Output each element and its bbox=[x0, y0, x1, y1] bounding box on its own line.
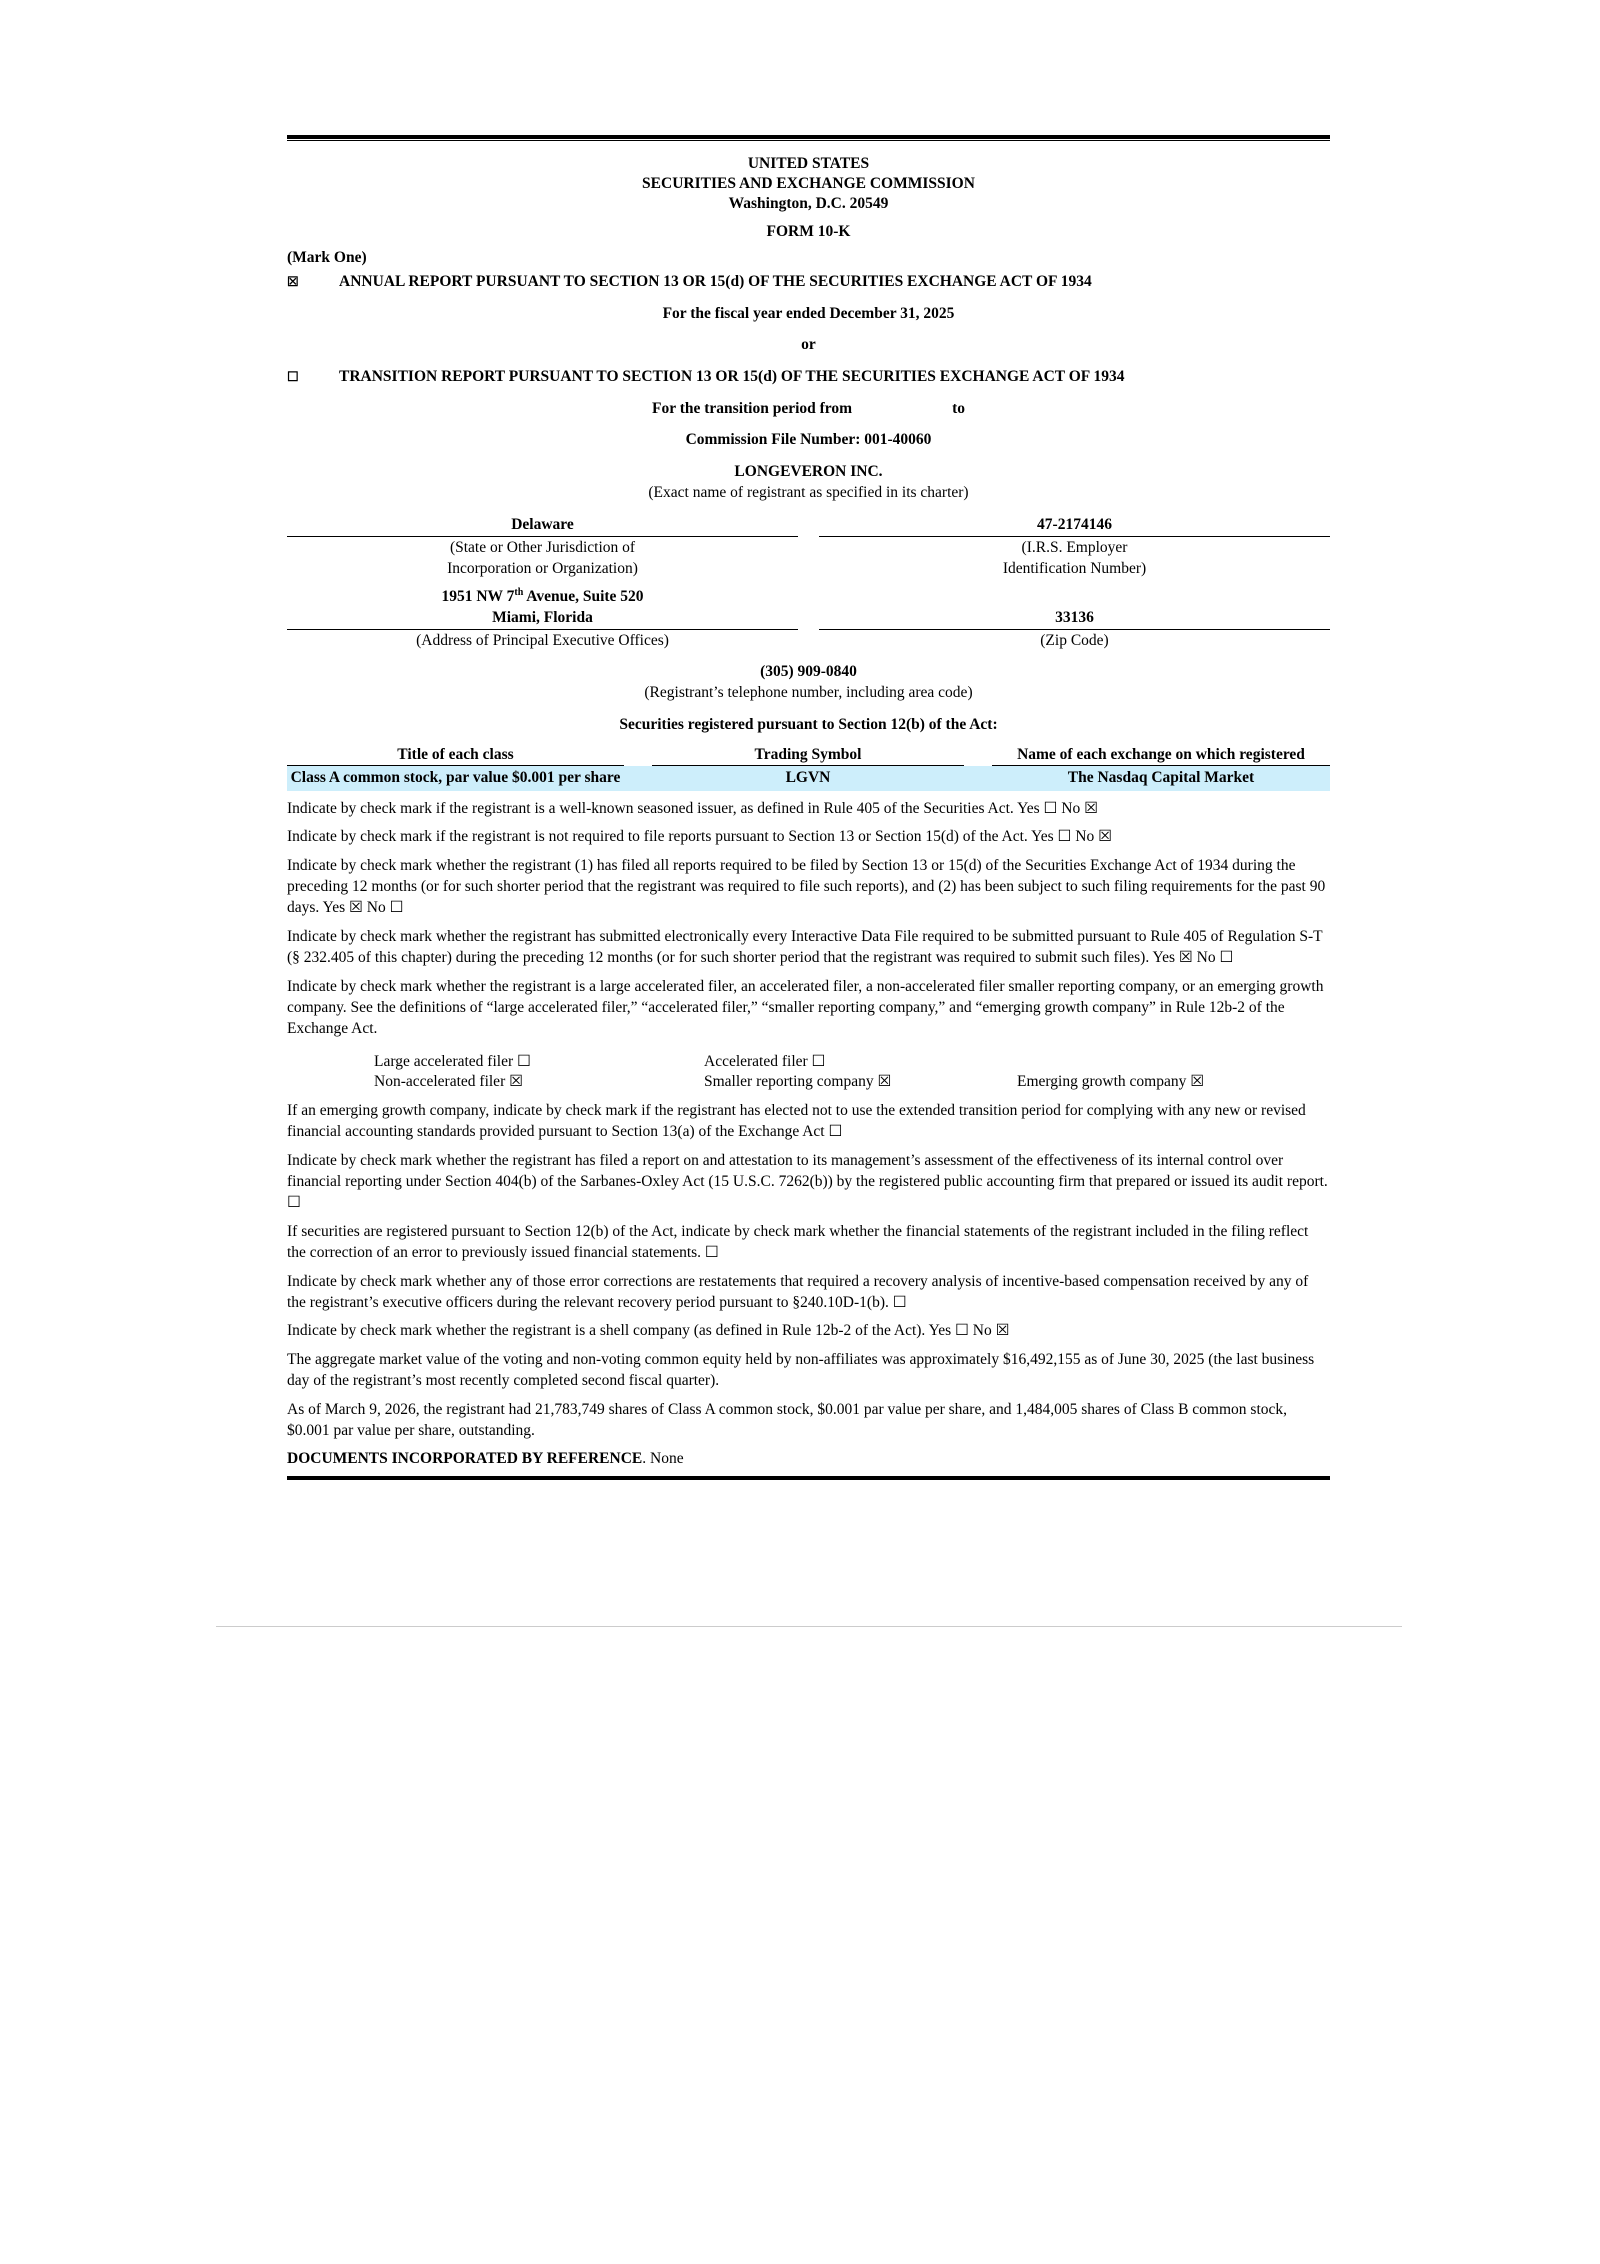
address-block bbox=[287, 586, 798, 651]
state-value: Delaware bbox=[287, 514, 798, 537]
zip-block bbox=[819, 607, 1330, 651]
or-separator: or bbox=[801, 336, 816, 354]
smaller-reporting-company-option[interactable]: Smaller reporting company ☒ bbox=[704, 1072, 892, 1090]
state-caption-1: (State or Other Jurisdiction of bbox=[449, 538, 636, 556]
table-header-row bbox=[287, 744, 1330, 767]
documents-label: DOCUMENTS INCORPORATED BY REFERENCE bbox=[287, 1450, 643, 1468]
cell-trading-symbol: LGVN bbox=[652, 766, 964, 791]
registrant-name-caption: (Exact name of registrant as specified in its charter) bbox=[648, 484, 969, 502]
address-superscript: th bbox=[514, 586, 524, 598]
address-street: 1951 NW 7th Avenue, Suite 520 bbox=[441, 586, 644, 605]
transition-period-from: For the transition period from bbox=[652, 399, 853, 417]
transition-period-line bbox=[287, 398, 1330, 420]
zip-caption: (Zip Code) bbox=[1040, 631, 1109, 649]
state-caption-2: Incorporation or Organization) bbox=[447, 559, 638, 577]
commission-file-number: Commission File Number: 001-40060 bbox=[685, 431, 932, 449]
non-accelerated-filer-option[interactable]: Non-accelerated filer ☒ bbox=[374, 1072, 523, 1090]
error-correction-question: If securities are registered pursuant to Section 12(b) of the Act, indicate by check mark whether the financial statements of the registrant included in the filing reflect the correction of an error to previously issued financial statements. ☐ bbox=[287, 1222, 1309, 1262]
page-separator bbox=[216, 1626, 1402, 1627]
restatement-question: Indicate by check mark whether any of those error corrections are restatements that required a recovery analysis of incentive-based compensation received by any of the registrant’s executive officers during the relevant recovery period pursuant to §240.10D-1(b). ☐ bbox=[287, 1272, 1309, 1311]
section-12b-heading: Securities registered pursuant to Section 12(b) of the Act: bbox=[619, 715, 998, 733]
accelerated-filer-option[interactable]: Accelerated filer ☐ bbox=[704, 1052, 826, 1070]
emerging-growth-company-option[interactable]: Emerging growth company ☒ bbox=[1017, 1072, 1205, 1090]
column-exchange: Name of each exchange on which registered bbox=[992, 744, 1330, 767]
ein-value: 47-2174146 bbox=[819, 514, 1330, 537]
filer-status-options bbox=[374, 1051, 1330, 1093]
ein-caption-1: (I.R.S. Employer bbox=[1021, 538, 1128, 556]
cell-exchange: The Nasdaq Capital Market bbox=[992, 766, 1330, 791]
filer-status-question: Indicate by check mark whether the registrant is a large accelerated filer, an accelerated filer, a non-accelerated filer smaller reporting company, or an emerging growth company. See the definitions of “large accelerated filer,” “accelerated filer,” “smaller reporting company,” and “emerging growth company” in Rule 12b-2 of the Exchange Act. bbox=[287, 977, 1324, 1038]
ein-block bbox=[819, 514, 1330, 579]
transition-period-to: to bbox=[952, 399, 965, 417]
column-title-of-class: Title of each class bbox=[287, 744, 624, 767]
header-line-united-states: UNITED STATES bbox=[747, 155, 870, 172]
documents-value: . None bbox=[642, 1450, 684, 1468]
large-accelerated-filer-option[interactable]: Large accelerated filer ☐ bbox=[374, 1052, 531, 1070]
top-double-rule bbox=[287, 135, 1330, 141]
annual-report-checkbox[interactable]: ☒ bbox=[287, 274, 299, 290]
aggregate-market-value: The aggregate market value of the voting and non-voting common equity held by non-affiliates was approximately $16,492,155 as of June 30, 2025 (the last business day of the registrant’s most recently completed second fiscal quarter). bbox=[287, 1350, 1315, 1390]
transition-report-text: TRANSITION REPORT PURSUANT TO SECTION 13 OR 15(d) OF THE SECURITIES EXCHANGE ACT OF 1934 bbox=[339, 367, 1125, 385]
fiscal-year-line: For the fiscal year ended December 31, 2025 bbox=[662, 304, 955, 322]
address-caption: (Address of Principal Executive Offices) bbox=[416, 631, 669, 649]
mark-one-label: (Mark One) bbox=[287, 248, 367, 266]
ein-caption-2: Identification Number) bbox=[1002, 559, 1147, 577]
cell-class-title: Class A common stock, par value $0.001 per share bbox=[287, 766, 624, 791]
header-line-washington: Washington, D.C. 20549 bbox=[728, 195, 889, 212]
sec-header bbox=[287, 154, 1330, 214]
transition-report-option bbox=[287, 366, 1330, 388]
annual-report-option bbox=[287, 271, 1330, 293]
phone-caption: (Registrant’s telephone number, including area code) bbox=[644, 684, 973, 702]
phone-number: (305) 909-0840 bbox=[760, 662, 857, 680]
state-block bbox=[287, 514, 798, 579]
shares-outstanding: As of March 9, 2026, the registrant had 21,783,749 shares of Class A common stock, $0.001 par value per share, and 1,484,005 shares of Class B common stock, $0.001 par value per share, outstanding. bbox=[287, 1400, 1288, 1440]
wksi-question: Indicate by check mark if the registrant is a well-known seasoned issuer, as defined in Rule 405 of the Securities Act. Yes ☐ No ☒ bbox=[287, 799, 1099, 817]
bottom-rule bbox=[287, 1476, 1330, 1480]
zip-value: 33136 bbox=[819, 607, 1330, 630]
address-city: Miami, Florida bbox=[287, 607, 798, 630]
icfr-attestation-question: Indicate by check mark whether the registrant has filed a report on and attestation to its management’s assessment of the effectiveness of its internal control over financial reporting under Section 404(b) of the Sarbanes-Oxley Act (15 U.S.C. 7262(b)) by the registered public accounting firm that prepared or issued its audit report. ☐ bbox=[287, 1151, 1328, 1212]
annual-report-text: ANNUAL REPORT PURSUANT TO SECTION 13 OR 15(d) OF THE SECURITIES EXCHANGE ACT OF 1934 bbox=[339, 273, 1092, 291]
shell-company-question: Indicate by check mark whether the registrant is a shell company (as defined in Rule 12b-2 of the Act). Yes ☐ No ☒ bbox=[287, 1322, 1010, 1340]
documents-incorporated bbox=[287, 1448, 1330, 1469]
interactive-data-question: Indicate by check mark whether the registrant has submitted electronically every Interactive Data File required to be submitted pursuant to Rule 405 of Regulation S-T (§ 232.405 of this chapter) during the preceding 12 months (or for such shorter period that the registrant was required to submit such files). Yes ☒ No ☐ bbox=[287, 927, 1323, 967]
state-ein-row bbox=[287, 514, 1330, 579]
address-zip-row bbox=[287, 586, 1330, 651]
header-line-sec: SECURITIES AND EXCHANGE COMMISSION bbox=[642, 175, 975, 192]
transition-report-checkbox[interactable]: ☐ bbox=[287, 368, 299, 384]
not-required-question: Indicate by check mark if the registrant is not required to file reports pursuant to Section 13 or Section 15(d) of the Act. Yes ☐ No ☒ bbox=[287, 828, 1112, 846]
form-title: FORM 10-K bbox=[766, 223, 851, 240]
table-row bbox=[287, 766, 1330, 791]
column-trading-symbol: Trading Symbol bbox=[652, 744, 964, 767]
filed-reports-question: Indicate by check mark whether the registrant (1) has filed all reports required to be filed by Section 13 or 15(d) of the Securities Exchange Act of 1934 during the preceding 12 months (or for such shorter period that the registrant was required to file such reports), and (2) has been subject to such filing requirements for the past 90 days. Yes ☒ No ☐ bbox=[287, 856, 1326, 917]
section-12b-table bbox=[287, 744, 1330, 791]
transition-period-election: If an emerging growth company, indicate by check mark if the registrant has elected not to use the extended transition period for complying with any new or revised financial accounting standards provided pursuant to Section 13(a) of the Exchange Act ☐ bbox=[287, 1101, 1306, 1141]
form-10k-cover-page bbox=[287, 135, 1330, 1480]
registrant-name: LONGEVERON INC. bbox=[734, 462, 883, 480]
